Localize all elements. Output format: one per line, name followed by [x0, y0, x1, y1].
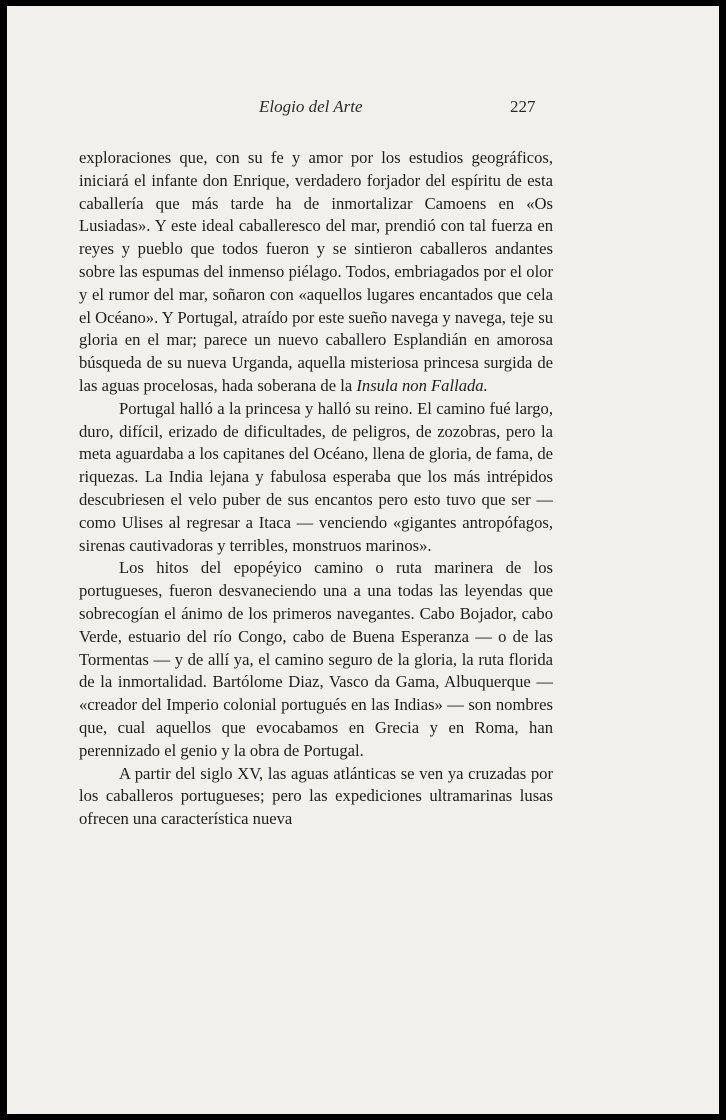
running-title: Elogio del Arte	[259, 97, 363, 116]
paragraph-1-italic: Insula non Fallada.	[356, 375, 488, 395]
body-text	[79, 147, 553, 831]
running-header	[7, 97, 719, 121]
paragraph-3: Los hitos del epopéyico camino o ruta marinera de los portugueses, fueron desvaneciendo una a una todas las leyendas que sobrecogían el ánimo de los primeros navegantes. Cabo Bojador, cabo Verde, estuario del río Congo, cabo de Buena Esperanza — o de las Tormentas — y de allí ya, el camino seguro de la gloria, la ruta florida de la inmortalidad. Bartólome Diaz, Vasco da Gama, Albuquerque — «creador del Imperio colonial portugués en las Indias» — son nombres que, cual aquellos que evocabamos en Grecia y en Roma, han perennizado el genio y la obra de Portugal.	[79, 558, 553, 760]
paragraph-1-text: exploraciones que, con su fe y amor por los estudios geográficos, iniciará el infante don Enrique, verdadero forjador del espíritu de esta caballería que más tarde ha de inmortalizar Camoens en «Os Lusiadas». Y este ideal caballeresco del mar, prendió con tal fuerza en reyes y pueblo que todos fueron y se sintieron caballeros andantes sobre las espumas del inmenso piélago. Todos, embriagados por el olor y el rumor del mar, soñaron con «aquellos lugares encantados que cela el Océano». Y Portugal, atraído por este sueño navega y navega, teje su gloria en el mar; parece un nuevo caballero Esplandián en amorosa búsqueda de su nueva Urganda, aquella misteriosa princesa surgida de las aguas procelosas, hada soberana de la	[79, 148, 553, 395]
paragraph-2: Portugal halló a la princesa y halló su reino. El camino fué largo, duro, difícil, erizado de dificultades, de peligros, de zozobras, pero la meta aguardaba a los capitanes del Océano, llena de gloria, de fama, de riquezas. La India lejana y fabulosa esperaba que los más intrépidos descubriesen el velo puber de sus encantos pero esto tuvo que ser — como Ulises al regresar a Itaca — venciendo «gigantes antropófagos, sirenas cautivadoras y terribles, monstruos marinos».	[79, 398, 553, 555]
paragraph-4: A partir del siglo XV, las aguas atlánticas se ven ya cruzadas por los caballeros portugueses; pero las expediciones ultramarinas lusas ofrecen una característica nueva	[79, 763, 553, 829]
book-page	[7, 6, 719, 1114]
page-number: 227	[510, 97, 536, 116]
paragraph-1	[79, 147, 553, 398]
